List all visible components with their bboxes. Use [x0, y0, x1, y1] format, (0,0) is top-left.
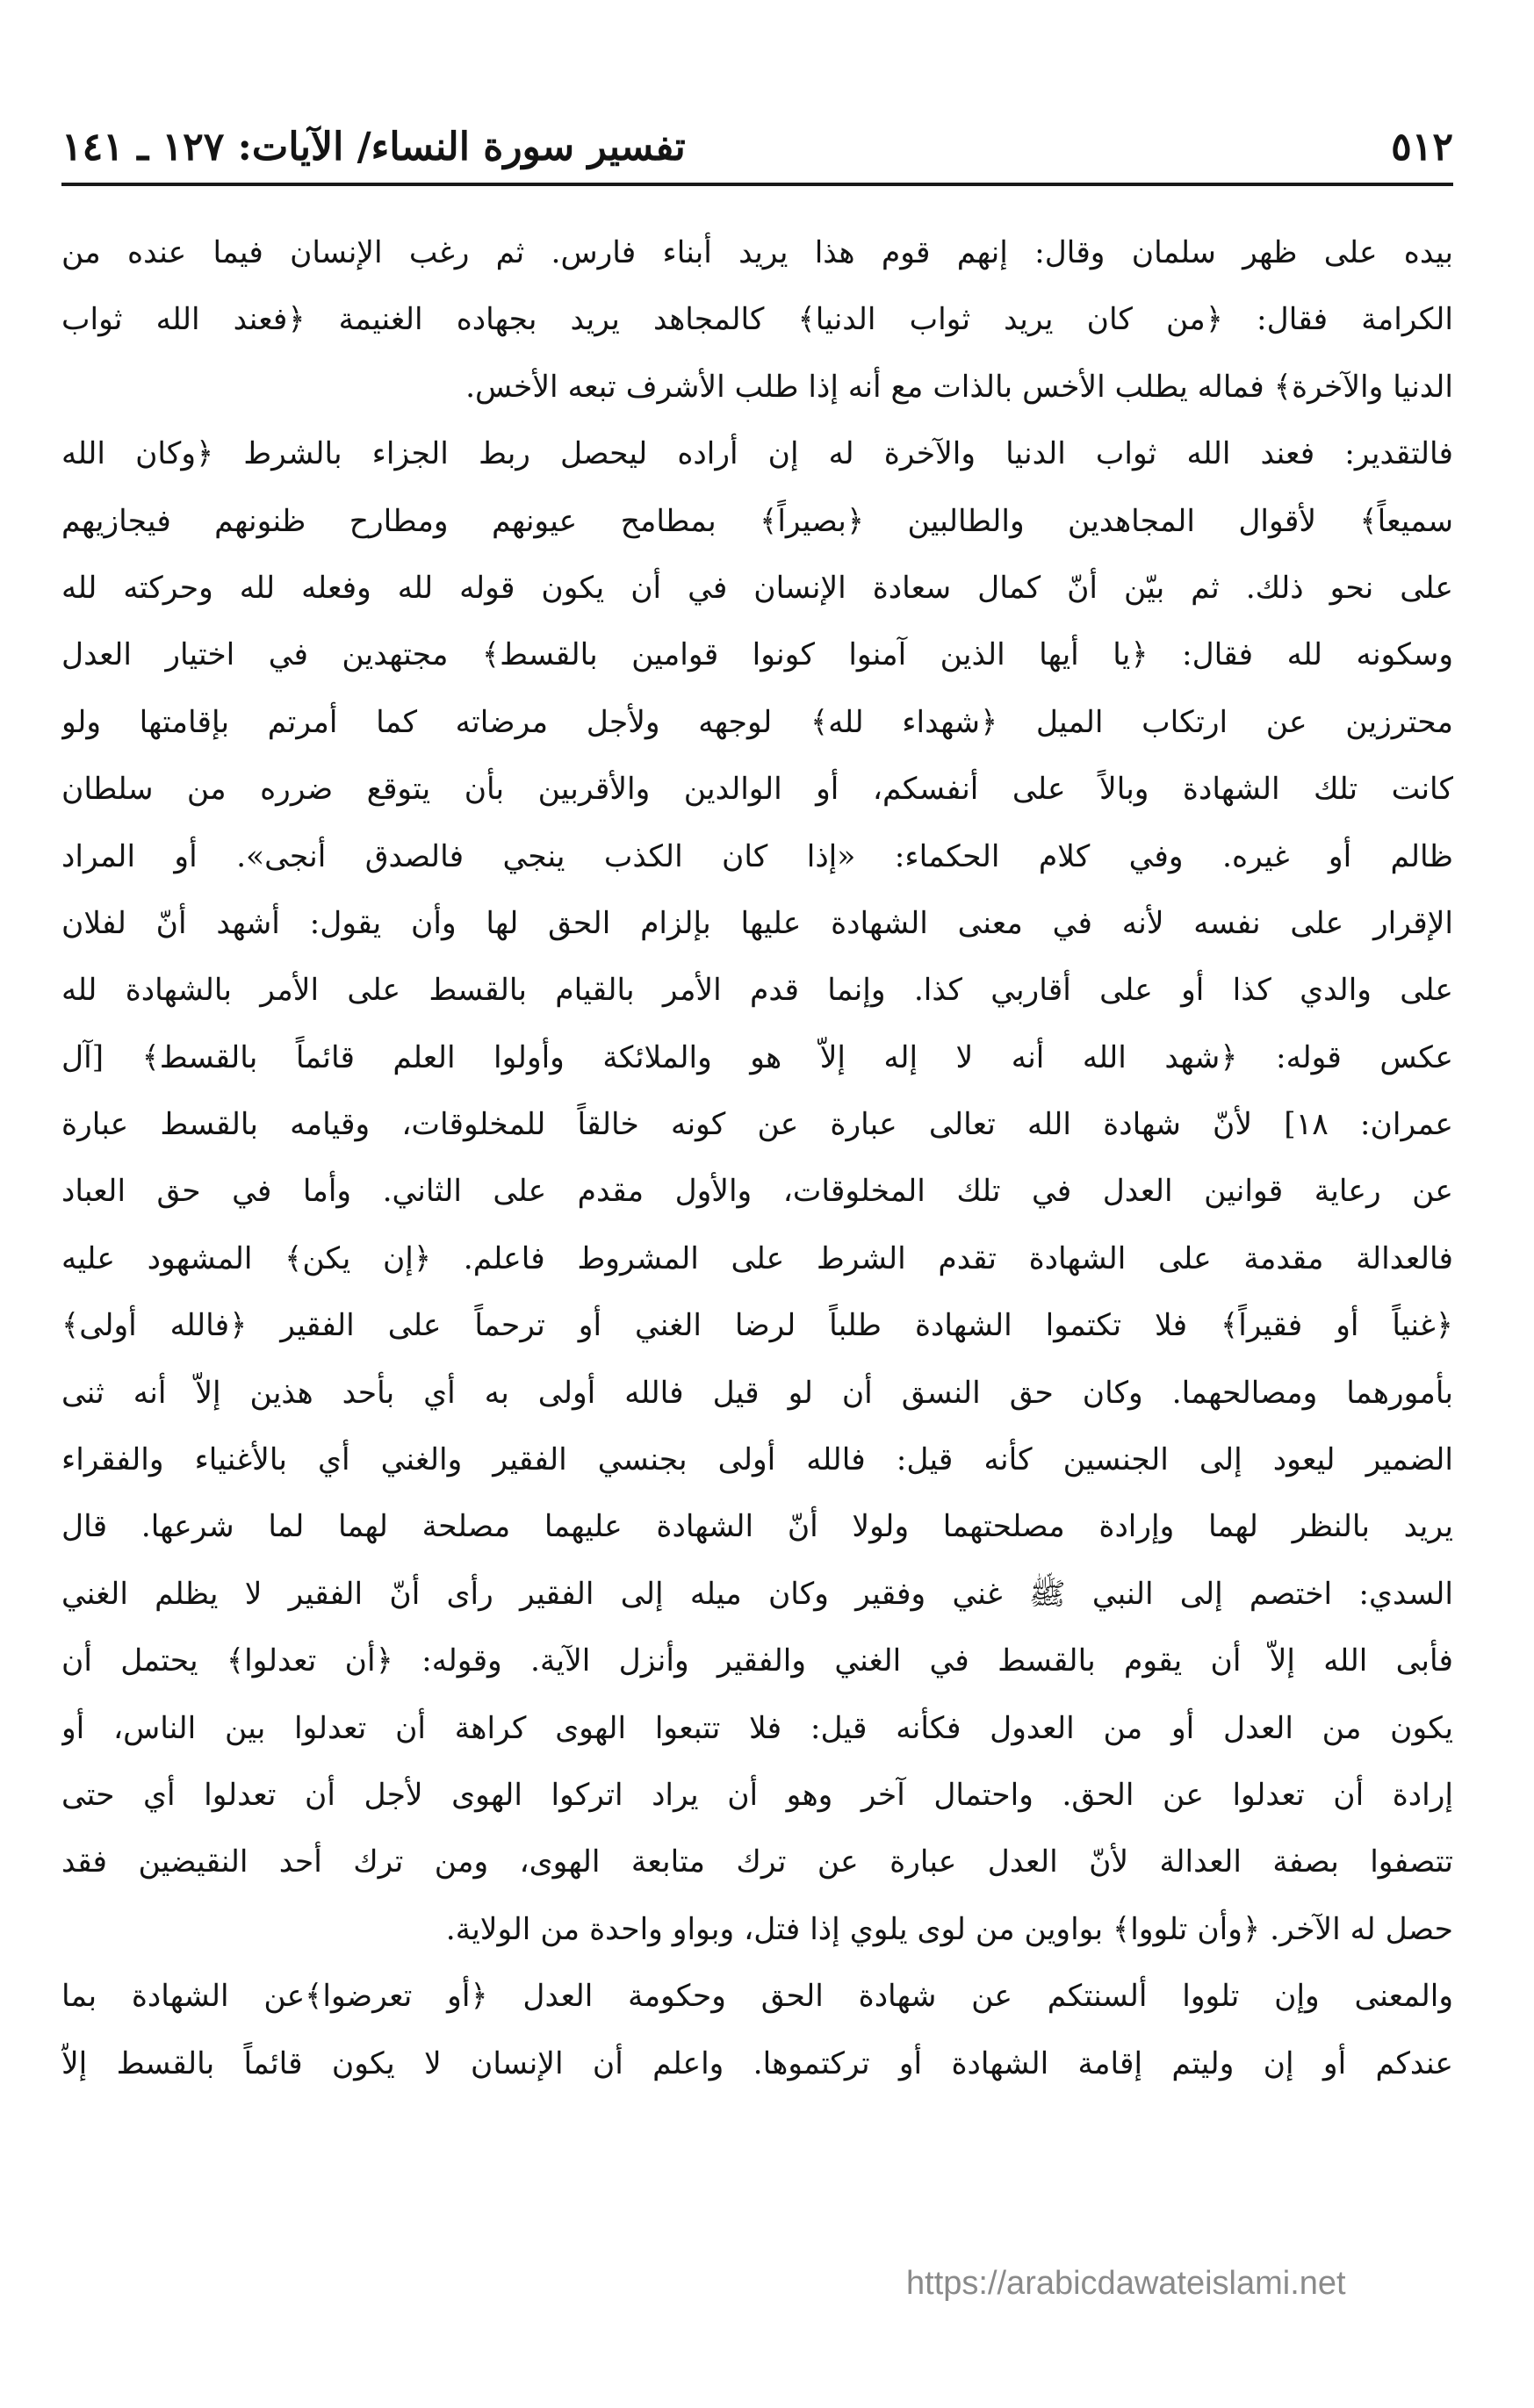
text-line: والمعنى وإن تلووا ألسنتكم عن شهادة الحق وحكومة العدل ﴿أو تعرضوا﴾عن الشهادة بما: [61, 1979, 1453, 2015]
text-line: سميعاً﴾ لأقوال المجاهدين والطالبين ﴿بصيراً﴾ بمطامح عيونهم ومطارح ظنونهم فيجازيهم: [61, 503, 1453, 539]
text-line: يريد بالنظر لهما وإرادة مصلحتهما ولولا أنّ الشهادة عليهما مصلحة لهما لما شرعها. قال: [61, 1509, 1453, 1545]
text-line: على نحو ذلك. ثم بيّن أنّ كمال سعادة الإنسان في أن يكون قوله لله وفعله لله وحركته لله: [61, 570, 1453, 606]
text-line: فالعدالة مقدمة على الشهادة تقدم الشرط على المشروط فاعلم. ﴿إن يكن﴾ المشهود عليه: [61, 1240, 1453, 1276]
text-line: إرادة أن تعدلوا عن الحق. واحتمال آخر وهو أن يراد اتركوا الهوى لأجل أن تعدلوا أي حتى: [61, 1777, 1453, 1813]
text-line: السدي: اختصم إلى النبي ﷺ غني وفقير وكان ميله إلى الفقير رأى أنّ الفقير لا يظلم الغني: [61, 1576, 1453, 1612]
page-number: ٥١٢: [1391, 125, 1453, 169]
text-line: عمران: ١٨] لأنّ شهادة الله تعالى عبارة عن كونه خالقاً للمخلوقات، وقيامه بالقسط عبارة: [61, 1107, 1453, 1143]
text-line: تتصفوا بصفة العدالة لأنّ العدل عبارة عن ترك متابعة الهوى، ومن ترك أحد النقيضين فقد: [61, 1844, 1453, 1880]
text-line: الضمير ليعود إلى الجنسين كأنه قيل: فالله أولى بجنسي الفقير والغني أي بالأغنياء والفقراء: [61, 1442, 1453, 1478]
text-line: عندكم أو إن وليتم إقامة الشهادة أو تركتموها. واعلم أن الإنسان لا يكون قائماً بالقسط إلاّ: [61, 2045, 1453, 2081]
header-rule: [61, 183, 1453, 186]
text-line: بأمورهما ومصالحهما. وكان حق النسق أن لو قيل فالله أولى به أي بأحد هذين إلاّ أنه ثنى: [61, 1375, 1453, 1411]
text-line: حصل له الآخر. ﴿وأن تلووا﴾ بواوين من لوى يلوي إذا فتل، وبواو واحدة من الولاية.: [445, 1911, 1453, 1947]
text-line: ظالم أو غيره. وفي كلام الحكماء: «إذا كان الكذب ينجي فالصدق أنجى». أو المراد: [61, 838, 1453, 874]
text-line: محترزين عن ارتكاب الميل ﴿شهداء لله﴾ لوجهه ولأجل مرضاته كما أمرتم بإقامتها ولو: [61, 704, 1453, 740]
text-line: الإقرار على نفسه لأنه في معنى الشهادة عليها بإلزام الحق لها وأن يقول: أشهد أنّ لفلان: [61, 905, 1453, 941]
body-text: [61, 219, 1453, 2097]
text-line: الكرامة فقال: ﴿من كان يريد ثواب الدنيا﴾ كالمجاهد يريد بجهاده الغنيمة ﴿فعند الله ثواب: [61, 302, 1453, 338]
text-line: وسكونه لله فقال: ﴿يا أيها الذين آمنوا كونوا قوامين بالقسط﴾ مجتهدين في اختيار العدل: [61, 637, 1453, 673]
text-line: الدنيا والآخرة﴾ فماله يطلب الأخس بالذات مع أنه إذا طلب الأشرف تبعه الأخس.: [465, 369, 1453, 405]
text-line: كانت تلك الشهادة وبالاً على أنفسكم، أو الوالدين والأقربين بأن يتوقع ضرره من سلطان: [61, 772, 1453, 808]
text-line: بيده على ظهر سلمان وقال: إنهم قوم هذا يريد أبناء فارس. ثم رغب الإنسان فيما عنده من: [61, 235, 1453, 270]
text-line: ﴿غنياً أو فقيراً﴾ فلا تكتموا الشهادة طلباً لرضا الغني أو ترحماً على الفقير ﴿فالله أولى﴾: [61, 1308, 1453, 1344]
text-line: فأبى الله إلاّ أن يقوم بالقسط في الغني والفقير وأنزل الآية. وقوله: ﴿أن تعدلوا﴾ يحتمل أن: [61, 1643, 1453, 1679]
text-line: على والدي كذا أو على أقاربي كذا. وإنما قدم الأمر بالقيام بالقسط على الأمر بالشهادة لله: [61, 973, 1453, 1009]
text-line: فالتقدير: فعند الله ثواب الدنيا والآخرة له إن أراده ليحصل ربط الجزاء بالشرط ﴿وكان الله: [61, 436, 1453, 472]
text-line: يكون من العدل أو من العدول فكأنه قيل: فلا تتبعوا الهوى كراهة أن تعدلوا بين الناس، أو: [61, 1710, 1453, 1746]
text-line: عن رعاية قوانين العدل في تلك المخلوقات، والأول مقدم على الثاني. وأما في حق العباد: [61, 1174, 1453, 1210]
source-watermark: https://arabicdawateislami.net: [906, 2265, 1346, 2302]
running-title: تفسير سورة النساء/ الآيات: ١٢٧ ـ ١٤١: [61, 125, 686, 169]
text-line: عكس قوله: ﴿شهد الله أنه لا إله إلاّ هو والملائكة وأولوا العلم قائماً بالقسط﴾ [آل: [61, 1039, 1453, 1075]
page-header: [61, 121, 1453, 179]
